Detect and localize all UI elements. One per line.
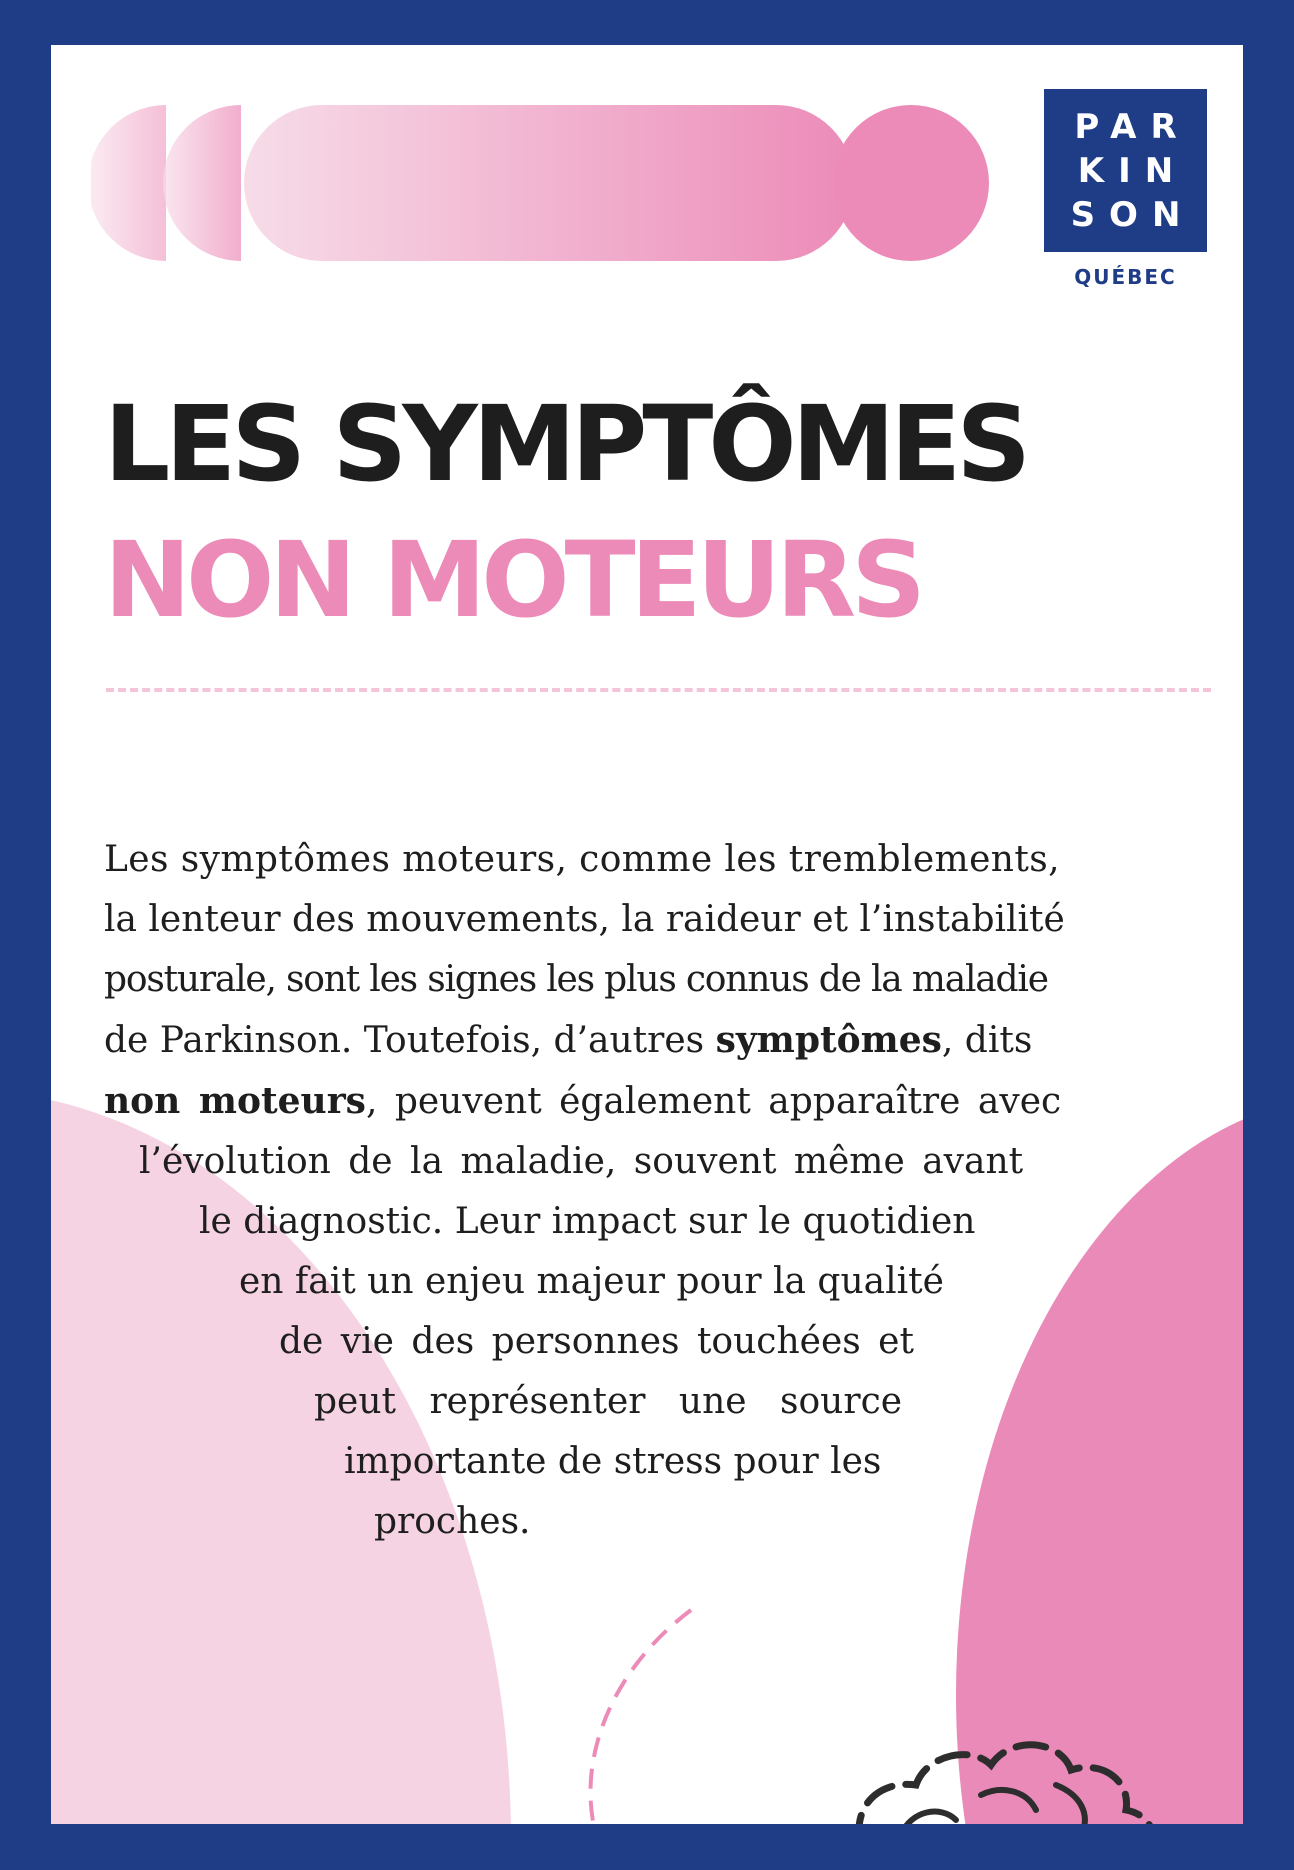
paragraph-line: en fait un enjeu majeur pour la qualité xyxy=(239,1261,944,1302)
paragraph-line: Les symptômes moteurs, comme les tremblements, xyxy=(104,839,1060,880)
paragraph-line: peut représenter une source xyxy=(314,1381,903,1422)
paragraph-line-mixed xyxy=(104,1071,1184,1132)
intro-paragraph xyxy=(104,830,1184,1552)
page-title-line-1: LES SYMPTÔMES xyxy=(104,383,1027,505)
poster-card xyxy=(51,45,1243,1824)
logo-line: SON xyxy=(1070,194,1195,235)
paragraph-text: , dits xyxy=(941,1020,1033,1061)
page-title-line-2: NON MOTEURS xyxy=(104,519,922,641)
logo-line: KIN xyxy=(1077,150,1188,191)
parkinson-logo xyxy=(1044,89,1207,252)
dashed-divider xyxy=(106,688,1211,692)
paragraph-line-mixed xyxy=(104,1010,1184,1071)
brain-icon xyxy=(841,1685,1241,1824)
pill-bar-decoration-icon xyxy=(91,103,1071,263)
paragraph-line: posturale, sont les signes les plus connus de la maladie xyxy=(104,959,1048,1000)
paragraph-text: de Parkinson. Toutefois, d’autres xyxy=(104,1020,716,1061)
bold-term-non-moteurs: non moteurs xyxy=(104,1080,366,1122)
paragraph-line: l’évolution de la maladie, souvent même avant xyxy=(139,1141,1024,1182)
paragraph-text: , peuvent également apparaître avec xyxy=(365,1081,1062,1122)
paragraph-line: importante de stress pour les xyxy=(344,1441,882,1482)
logo-line: PAR xyxy=(1074,106,1191,147)
dashed-arc-icon xyxy=(571,1600,731,1824)
bold-term-symptomes: symptômes xyxy=(715,1019,942,1061)
paragraph-line: de vie des personnes touchées et xyxy=(279,1321,914,1362)
paragraph-line: la lenteur des mouvements, la raideur et l’instabilité xyxy=(104,899,1065,940)
paragraph-line: proches. xyxy=(374,1501,531,1542)
logo-subtitle: QUÉBEC xyxy=(1074,265,1177,289)
paragraph-line: le diagnostic. Leur impact sur le quotidien xyxy=(199,1201,976,1242)
